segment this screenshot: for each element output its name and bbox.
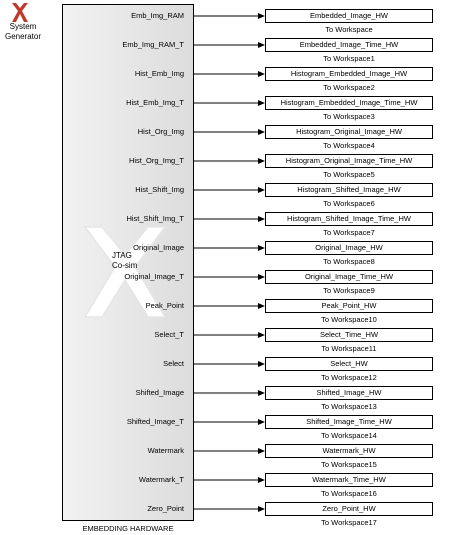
arrow-head-icon [258, 71, 265, 77]
to-workspace-caption: To Workspace9 [323, 286, 375, 295]
to-workspace-block[interactable]: Embedded_Image_Time_HW [265, 38, 433, 52]
to-workspace-block[interactable]: Histogram_Original_Image_HW [265, 125, 433, 139]
embedding-hardware-caption: EMBEDDING HARDWARE [82, 524, 174, 533]
to-workspace-block[interactable]: Histogram_Embedded_Image_Time_HW [265, 96, 433, 110]
arrow-head-icon [258, 390, 265, 396]
port-label: Zero_Point [147, 504, 184, 513]
to-workspace-block[interactable]: Shifted_Image_HW [265, 386, 433, 400]
to-workspace-block[interactable]: Original_Image_HW [265, 241, 433, 255]
port-label: Emb_Img_RAM_T [122, 40, 184, 49]
to-workspace-block[interactable]: Watermark_Time_HW [265, 473, 433, 487]
arrow-head-icon [258, 245, 265, 251]
to-workspace-caption: To Workspace17 [321, 518, 377, 527]
arrow-head-icon [258, 506, 265, 512]
to-workspace-block[interactable]: Shifted_Image_Time_HW [265, 415, 433, 429]
arrow-head-icon [258, 13, 265, 19]
to-workspace-caption: To Workspace16 [321, 489, 377, 498]
arrow-head-icon [258, 216, 265, 222]
arrow-head-icon [258, 129, 265, 135]
port-label: Peak_Point [145, 301, 184, 310]
jtag-line2: Co-sim [112, 261, 138, 270]
arrow-head-icon [258, 158, 265, 164]
to-workspace-caption: To Workspace14 [321, 431, 377, 440]
to-workspace-caption: To Workspace8 [323, 257, 375, 266]
system-generator-line2: Generator [4, 32, 42, 41]
to-workspace-block[interactable]: Select_HW [265, 357, 433, 371]
to-workspace-caption: To Workspace4 [323, 141, 375, 150]
port-label: Watermark_T [138, 475, 184, 484]
to-workspace-caption: To Workspace13 [321, 402, 377, 411]
to-workspace-caption: To Workspace [325, 25, 373, 34]
arrow-head-icon [258, 419, 265, 425]
jtag-line1: JTAG [112, 251, 132, 260]
to-workspace-caption: To Workspace15 [321, 460, 377, 469]
port-label: Emb_Img_RAM [131, 11, 184, 20]
port-label: Hist_Shift_Img_T [126, 214, 184, 223]
port-label: Hist_Shift_Img [135, 185, 184, 194]
to-workspace-caption: To Workspace1 [323, 54, 375, 63]
to-workspace-caption: To Workspace6 [323, 199, 375, 208]
to-workspace-caption: To Workspace3 [323, 112, 375, 121]
arrow-head-icon [258, 274, 265, 280]
arrow-head-icon [258, 477, 265, 483]
port-label: Select_T [154, 330, 184, 339]
port-label: Select [163, 359, 184, 368]
to-workspace-block[interactable]: Embedded_Image_HW [265, 9, 433, 23]
port-label: Shifted_Image [135, 388, 184, 397]
to-workspace-block[interactable]: Histogram_Embedded_Image_HW [265, 67, 433, 81]
arrow-head-icon [258, 42, 265, 48]
arrow-head-icon [258, 361, 265, 367]
to-workspace-block[interactable]: Peak_Point_HW [265, 299, 433, 313]
arrow-head-icon [258, 187, 265, 193]
port-label: Hist_Org_Img [137, 127, 184, 136]
port-label: Original_Image [133, 243, 184, 252]
port-label: Watermark [147, 446, 184, 455]
to-workspace-block[interactable]: Select_Time_HW [265, 328, 433, 342]
to-workspace-block[interactable]: Histogram_Original_Image_Time_HW [265, 154, 433, 168]
port-label: Hist_Emb_Img_T [126, 98, 184, 107]
to-workspace-block[interactable]: Histogram_Shifted_Image_HW [265, 183, 433, 197]
port-label: Hist_Emb_Img [134, 69, 184, 78]
to-workspace-caption: To Workspace12 [321, 373, 377, 382]
arrow-head-icon [258, 332, 265, 338]
to-workspace-caption: To Workspace5 [323, 170, 375, 179]
port-label: Hist_Org_Img_T [128, 156, 184, 165]
to-workspace-block[interactable]: Original_Image_Time_HW [265, 270, 433, 284]
arrow-head-icon [258, 448, 265, 454]
to-workspace-block[interactable]: Zero_Point_HW [265, 502, 433, 516]
port-label: Shifted_Image_T [126, 417, 184, 426]
to-workspace-caption: To Workspace10 [321, 315, 377, 324]
to-workspace-caption: To Workspace2 [323, 83, 375, 92]
to-workspace-block[interactable]: Histogram_Shifted_Image_Time_HW [265, 212, 433, 226]
to-workspace-caption: To Workspace7 [323, 228, 375, 237]
arrow-head-icon [258, 100, 265, 106]
to-workspace-block[interactable]: Watermark_HW [265, 444, 433, 458]
arrow-head-icon [258, 303, 265, 309]
to-workspace-caption: To Workspace11 [321, 344, 377, 353]
system-generator-line1: System [9, 22, 37, 31]
port-label: Original_Image_T [124, 272, 184, 281]
